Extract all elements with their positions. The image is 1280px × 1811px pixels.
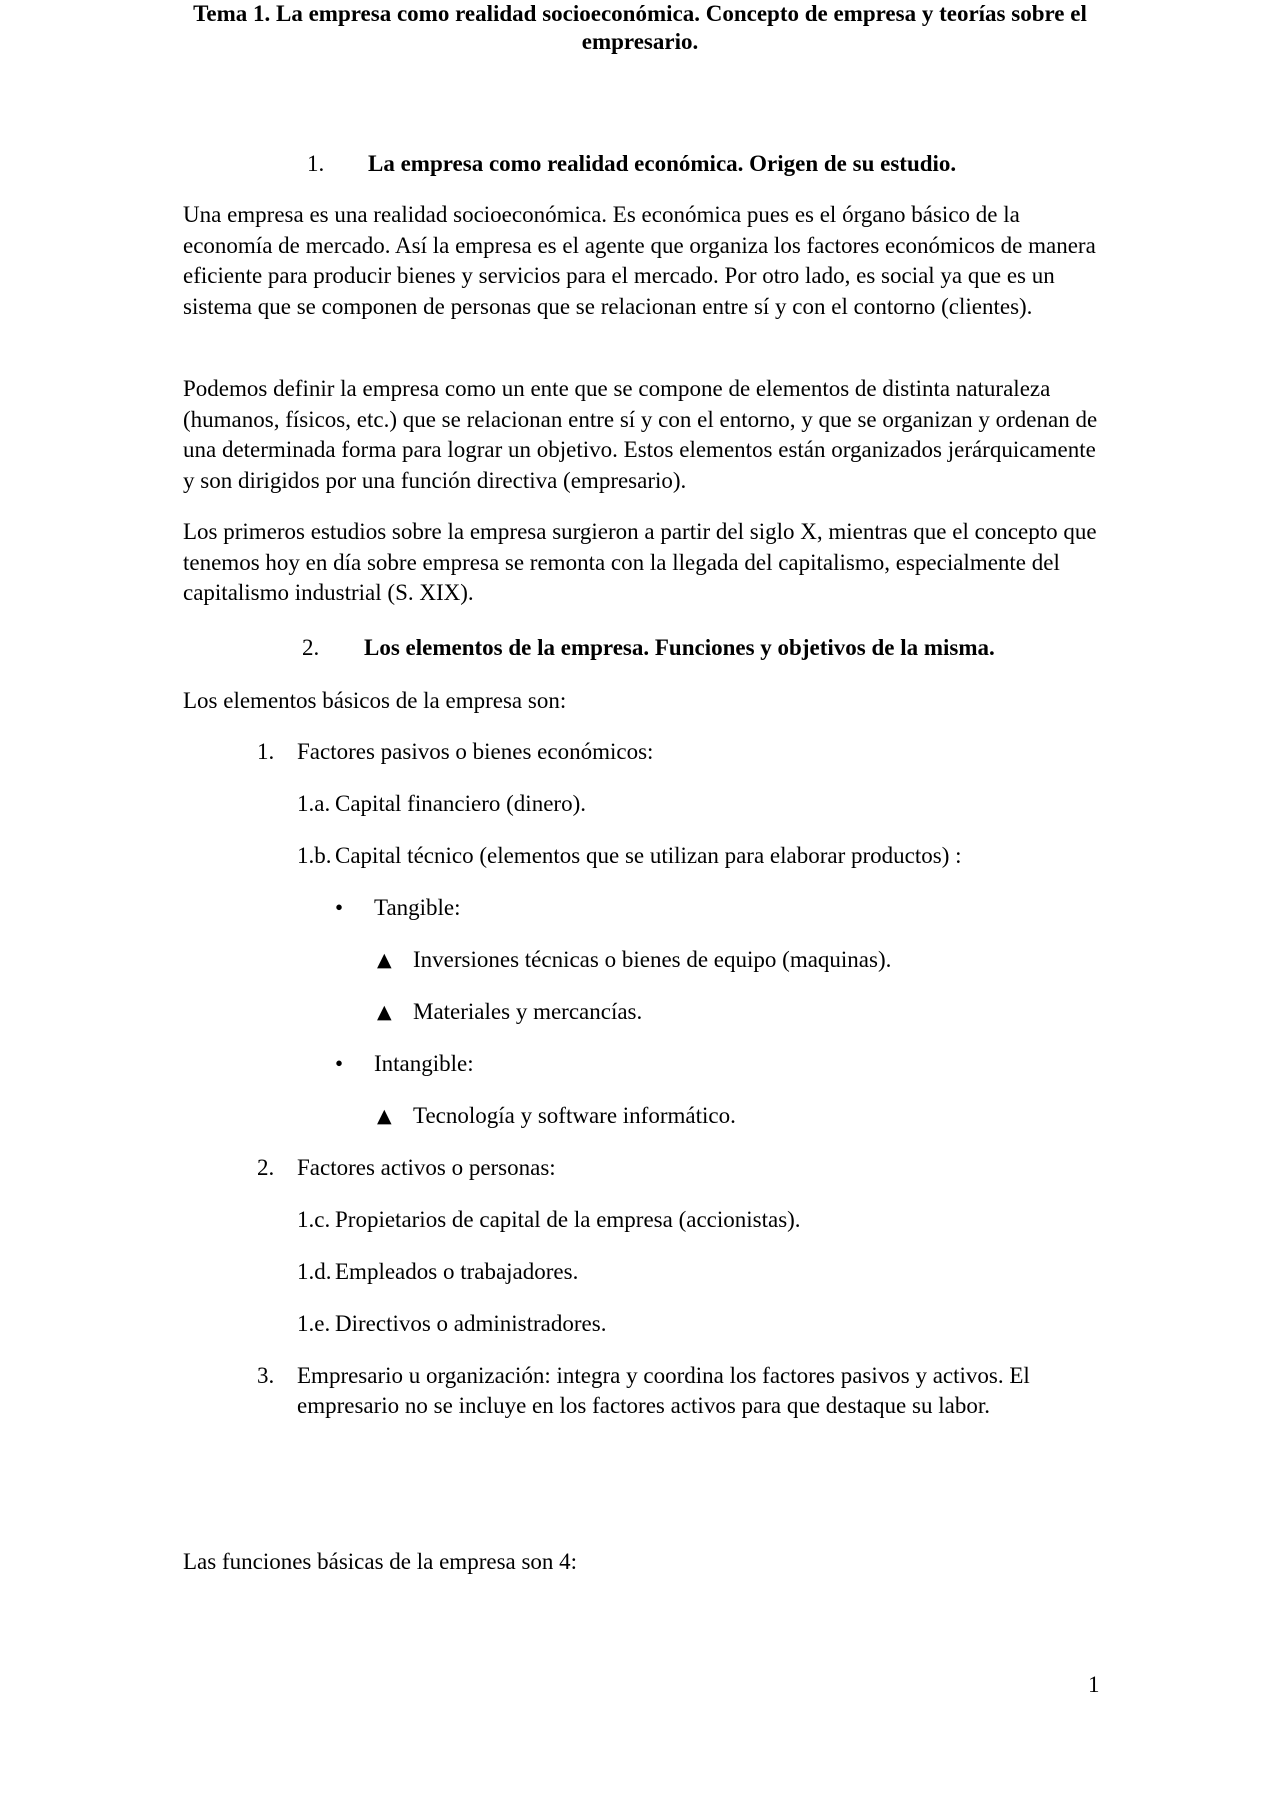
section-2-heading bbox=[302, 634, 995, 662]
list-item-text: Tecnología y software informático. bbox=[413, 1103, 736, 1128]
section-1-number: 1. bbox=[307, 151, 325, 176]
paragraph-definition-1: Una empresa es una realidad socioeconómica. Es económica pues es el órgano básico de la economía de mercado. Así la empresa es el agente que organiza los factores económicos de manera eficiente para producir bienes y servicios para el mercado. Por otro lado, es social ya que es un sistema que se componen de personas que se relacionan entre sí y con el contorno (clientes). bbox=[183, 202, 1096, 319]
list-item bbox=[297, 841, 1095, 871]
section-2-number: 2. bbox=[302, 635, 320, 660]
triangle-bullet-icon: ▲ bbox=[377, 1105, 392, 1127]
section-1-title: La empresa como realidad económica. Origen de su estudio. bbox=[368, 151, 957, 176]
list-marker: 1.b. bbox=[297, 843, 332, 868]
list-marker: 1.d. bbox=[297, 1259, 332, 1284]
paragraph-definition-2: Podemos definir la empresa como un ente que se compone de elementos de distinta naturaleza (humanos, físicos, etc.) que se relacionan entre sí y con el entorno, y que se organizan y ordenan de una determinada forma para lograr un objetivo. Estos elementos están organizados jerárquicamente y son dirigidos por una función directiva (empresario). bbox=[183, 376, 1098, 493]
list-item-text: Materiales y mercancías. bbox=[413, 999, 643, 1024]
list-item-text: Factores pasivos o bienes económicos: bbox=[297, 739, 654, 764]
list-marker: 1.c. bbox=[297, 1207, 331, 1232]
list-item-text: Inversiones técnicas o bienes de equipo (maquinas). bbox=[413, 947, 892, 972]
list-item-text: Empleados o trabajadores. bbox=[335, 1259, 579, 1284]
list-item bbox=[257, 1153, 1087, 1183]
triangle-bullet-icon: ▲ bbox=[377, 949, 392, 971]
list-item bbox=[297, 1205, 1095, 1235]
list-marker: 1.e. bbox=[297, 1311, 331, 1336]
list-item-text: Empresario u organización: integra y coordina los factores pasivos y activos. El empresario no se incluye en los factores activos para que destaque su labor. bbox=[297, 1363, 1030, 1418]
list-item bbox=[297, 789, 1095, 819]
list-item bbox=[377, 1101, 1103, 1131]
list-item-text: Capital técnico (elementos que se utilizan para elaborar productos) : bbox=[335, 843, 962, 868]
list-item-text: Capital financiero (dinero). bbox=[335, 791, 586, 816]
list-item bbox=[257, 737, 1087, 767]
paragraph-history: Los primeros estudios sobre la empresa surgieron a partir del siglo X, mientras que el concepto que tenemos hoy en día sobre empresa se remonta con la llegada del capitalismo, especialmente del capitalismo industrial (S. XIX). bbox=[183, 519, 1097, 605]
list-item bbox=[377, 945, 1103, 975]
list-item-text: Factores activos o personas: bbox=[297, 1155, 556, 1180]
document-title: Tema 1. La empresa como realidad socioeconómica. Concepto de empresa y teorías sobre el empresario. bbox=[193, 1, 1087, 54]
list-item bbox=[377, 997, 1103, 1027]
list-item bbox=[335, 1049, 1094, 1079]
bullet-marker: • bbox=[335, 895, 344, 920]
list-item bbox=[257, 1361, 1077, 1421]
functions-intro: Las funciones básicas de la empresa son 4: bbox=[183, 1549, 578, 1574]
page-number: 1 bbox=[1088, 1672, 1100, 1697]
list-marker: 3. bbox=[257, 1363, 275, 1388]
list-marker: 1.a. bbox=[297, 791, 331, 816]
list-marker: 2. bbox=[257, 1155, 275, 1180]
list-item bbox=[335, 893, 1094, 923]
list-item-text: Propietarios de capital de la empresa (accionistas). bbox=[335, 1207, 801, 1232]
section-2-title: Los elementos de la empresa. Funciones y objetivos de la misma. bbox=[364, 635, 995, 660]
list-item-text: Intangible: bbox=[374, 1051, 474, 1076]
list-item-text: Tangible: bbox=[374, 895, 461, 920]
list-item-text: Directivos o administradores. bbox=[335, 1311, 607, 1336]
triangle-bullet-icon: ▲ bbox=[377, 1001, 392, 1023]
list-item bbox=[297, 1309, 1095, 1339]
list-item bbox=[297, 1257, 1095, 1287]
section-1-heading bbox=[307, 150, 956, 178]
elements-intro: Los elementos básicos de la empresa son: bbox=[183, 688, 567, 713]
list-marker: 1. bbox=[257, 739, 275, 764]
bullet-marker: • bbox=[335, 1051, 344, 1076]
